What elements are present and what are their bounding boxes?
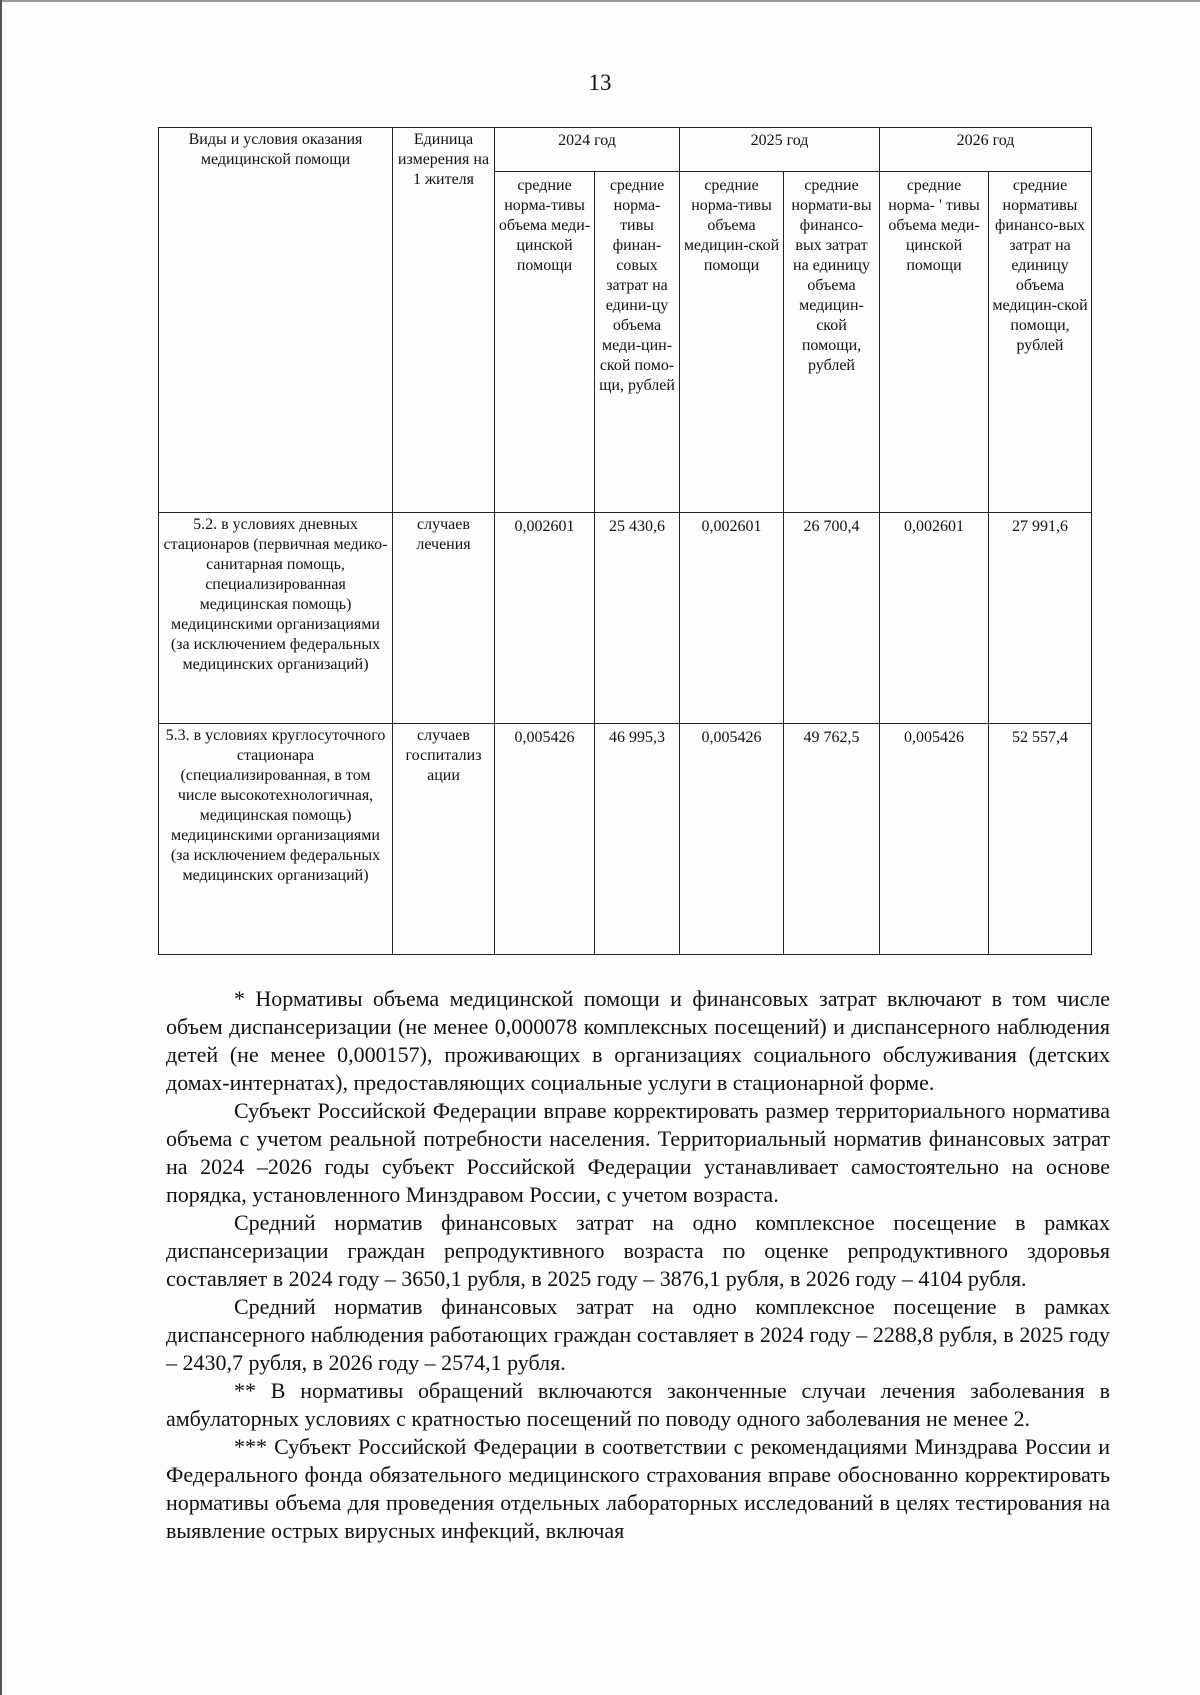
scan-edge-top [0, 0, 1200, 2]
row-type: 5.3. в условиях круглосуточного стационара (специализированная, в том числе высокотехнологичная, медицинская помощь) медицинскими организациями (за исключением федеральных медицинских организаций) [159, 724, 393, 955]
page-number: 13 [588, 70, 612, 95]
scan-edge-left [0, 0, 2, 1695]
header-sub-2026-cost: средние нормативы финансо-вых затрат на единицу объема медицин-ской помощи, рублей [989, 172, 1092, 513]
row-value: 25 430,6 [595, 513, 680, 724]
row-value: 49 762,5 [784, 724, 880, 955]
row-type: 5.2. в условиях дневных стационаров (первичная медико-санитарная помощь, специализированная медицинская помощь) медицинскими организациями (за исключением федеральных медицинских организаций) [159, 513, 393, 724]
header-sub-2024-volume: средние норма-тивы объема меди-цинской помощи [495, 172, 595, 513]
row-value: 0,002601 [880, 513, 989, 724]
row-value: 26 700,4 [784, 513, 880, 724]
header-sub-2025-volume: средние норма-тивы объема медицин-ской помощи [680, 172, 784, 513]
header-year-2024: 2024 год [495, 128, 680, 172]
header-row-years [159, 128, 1092, 172]
note-paragraph: ** В нормативы обращений включаются законченные случаи лечения заболевания в амбулаторных условиях с кратностью посещений по поводу одного заболевания не менее 2. [166, 1378, 1110, 1431]
row-value: 46 995,3 [595, 724, 680, 955]
note-paragraph: *** Субъект Российской Федерации в соответствии с рекомендациями Минздрава России и Федерального фонда обязательного медицинского страхования вправе обоснованно корректировать нормативы объема для проведения отдельных лабораторных исследований в целях тестирования на выявление острых вирусных инфекций, включая [166, 1434, 1110, 1543]
note-paragraph: Средний норматив финансовых затрат на одно комплексное посещение в рамках диспансерного наблюдения работающих граждан составляет в 2024 году – 2288,8 рубля, в 2025 году – 2430,7 рубля, в 2026 году – 2574,1 рубля. [166, 1294, 1110, 1375]
row-unit: случаев госпитализ ации [393, 724, 495, 955]
row-value: 0,002601 [680, 513, 784, 724]
standards-table [158, 127, 1092, 955]
row-value: 27 991,6 [989, 513, 1092, 724]
note-paragraph: Субъект Российской Федерации вправе корректировать размер территориального норматива объема с учетом реальной потребности населения. Территориальный норматив финансовых затрат на 2024 –2026 годы субъект Российской Федерации устанавливает самостоятельно на основе порядка, установленного Минздравом России, с учетом возраста. [166, 1098, 1110, 1207]
row-value: 0,005426 [680, 724, 784, 955]
footnotes [166, 985, 1110, 1545]
header-unit: Единица измерения на 1 жителя [393, 128, 495, 513]
note-paragraph: * Нормативы объема медицинской помощи и финансовых затрат включают в том числе объем диспансеризации (не менее 0,000078 комплексных посещений) и диспансерного наблюдения детей (не менее 0,000157), проживающих в организациях социального обслуживания (детских домах-интернатах), предоставляющих социальные услуги в стационарной форме. [166, 986, 1110, 1095]
table-row [159, 724, 1092, 955]
header-sub-2025-cost: средние нормати-вы финансо-вых затрат на единицу объема медицин-ской помощи, рублей [784, 172, 880, 513]
row-value: 0,002601 [495, 513, 595, 724]
row-unit: случаев лечения [393, 513, 495, 724]
header-sub-2024-cost: средние норма-тивы финан-совых затрат на едини-цу объема меди-цин-ской помо-щи, рублей [595, 172, 680, 513]
row-value: 52 557,4 [989, 724, 1092, 955]
row-value: 0,005426 [880, 724, 989, 955]
note-paragraph: Средний норматив финансовых затрат на одно комплексное посещение в рамках диспансеризации граждан репродуктивного возраста по оценке репродуктивного здоровья составляет в 2024 году – 3650,1 рубля, в 2025 году – 3876,1 рубля, в 2026 году – 4104 рубля. [166, 1210, 1110, 1291]
header-year-2025: 2025 год [680, 128, 880, 172]
table-row [159, 513, 1092, 724]
header-sub-2026-volume: средние норма- ' тивы объема меди-цинской помощи [880, 172, 989, 513]
header-year-2026: 2026 год [880, 128, 1092, 172]
row-value: 0,005426 [495, 724, 595, 955]
header-type: Виды и условия оказания медицинской помощи [159, 128, 393, 513]
